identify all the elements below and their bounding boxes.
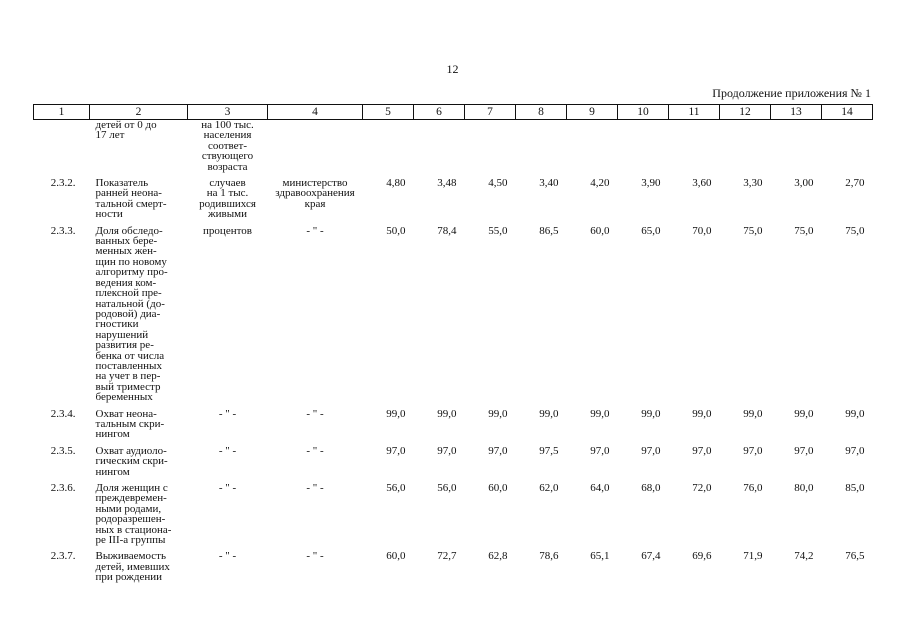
responsible-executor: - " - bbox=[306, 224, 324, 237]
value-col-11: 97,0 bbox=[692, 444, 712, 457]
indicator-code: 2.3.4. bbox=[50, 407, 76, 420]
value-col-12: 99,0 bbox=[743, 407, 763, 420]
column-header-1: 1 bbox=[34, 105, 90, 120]
table-row bbox=[34, 226, 873, 409]
value-col-9: 65,1 bbox=[590, 550, 610, 563]
value-col-11 bbox=[669, 120, 720, 179]
value-col-14: 76,5 bbox=[845, 550, 865, 563]
value-col-13: 3,00 bbox=[794, 177, 814, 190]
unit-of-measure: - " - bbox=[218, 407, 237, 420]
table-row bbox=[34, 409, 873, 446]
value-col-8 bbox=[516, 120, 567, 179]
value-col-9: 99,0 bbox=[590, 407, 610, 420]
value-col-5: 4,80 bbox=[386, 177, 406, 190]
column-header-8: 8 bbox=[516, 105, 567, 120]
value-col-7: 99,0 bbox=[488, 407, 508, 420]
column-header-5: 5 bbox=[363, 105, 414, 120]
value-col-13: 74,2 bbox=[794, 550, 814, 563]
value-col-13: 99,0 bbox=[794, 407, 814, 420]
value-col-10: 99,0 bbox=[641, 407, 661, 420]
value-col-10 bbox=[618, 120, 669, 179]
value-col-5 bbox=[363, 120, 414, 179]
value-col-13: 80,0 bbox=[794, 482, 814, 494]
unit-of-measure: - " - bbox=[218, 550, 237, 563]
value-col-10: 67,4 bbox=[641, 550, 661, 563]
value-col-7: 55,0 bbox=[488, 224, 508, 237]
indicator-name: Доля женщин с преждевремен- ными родами, родоразрешен- ных в стациона- ре III-а группы bbox=[95, 482, 172, 547]
column-header-10: 10 bbox=[618, 105, 669, 120]
value-col-7: 4,50 bbox=[488, 177, 508, 190]
responsible-executor: - " - bbox=[306, 550, 324, 563]
responsible-executor: - " - bbox=[306, 407, 324, 420]
value-col-6: 56,0 bbox=[437, 482, 457, 494]
value-col-11: 3,60 bbox=[692, 177, 712, 190]
indicator-code: 2.3.5. bbox=[50, 444, 76, 457]
unit-of-measure: процентов bbox=[203, 224, 252, 237]
appendix-continuation-label: Продолжение приложения № 1 bbox=[712, 86, 871, 100]
indicator-code bbox=[34, 120, 90, 179]
indicator-code: 2.3.7. bbox=[50, 550, 76, 563]
responsible-executor bbox=[268, 120, 363, 179]
page-number: 12 bbox=[446, 62, 459, 76]
indicator-code: 2.3.2. bbox=[50, 177, 76, 190]
value-col-5: 56,0 bbox=[386, 482, 406, 494]
value-col-5: 99,0 bbox=[386, 407, 406, 420]
value-col-8: 78,6 bbox=[539, 550, 559, 563]
value-col-8: 99,0 bbox=[539, 407, 559, 420]
value-col-11: 99,0 bbox=[692, 407, 712, 420]
indicator-name: Доля обследо- ванных бере- менных жен- щин по новому алгоритму про- ведения ком- плексной пре- натальной (до- родовой) диа- гностики нарушений развития ре- бенка от числа поставленных на учет в пер- вый триместр беременных bbox=[95, 224, 168, 404]
column-header-2: 2 bbox=[90, 105, 188, 120]
value-col-7: 62,8 bbox=[488, 550, 508, 563]
table-row bbox=[34, 178, 873, 226]
responsible-executor: - " - bbox=[306, 444, 324, 457]
value-col-11: 72,0 bbox=[692, 482, 712, 494]
column-header-9: 9 bbox=[567, 105, 618, 120]
value-col-12: 97,0 bbox=[743, 444, 763, 457]
value-col-13 bbox=[771, 120, 822, 179]
responsible-executor: - " - bbox=[306, 482, 324, 494]
value-col-10: 97,0 bbox=[641, 444, 661, 457]
column-header-12: 12 bbox=[720, 105, 771, 120]
indicators-table bbox=[33, 104, 873, 589]
value-col-9: 60,0 bbox=[590, 224, 610, 237]
unit-of-measure: - " - bbox=[218, 482, 237, 494]
column-header-7: 7 bbox=[465, 105, 516, 120]
value-col-7: 97,0 bbox=[488, 444, 508, 457]
column-header-3: 3 bbox=[188, 105, 268, 120]
indicator-name: Показатель ранней неона- тальной смерт- ности bbox=[95, 177, 167, 221]
value-col-12: 3,30 bbox=[743, 177, 763, 190]
value-col-9: 64,0 bbox=[590, 482, 610, 494]
indicator-name: Выживаемость детей, имевших при рождении bbox=[95, 550, 170, 584]
value-col-8: 97,5 bbox=[539, 444, 559, 457]
value-col-14: 97,0 bbox=[845, 444, 865, 457]
table-row bbox=[34, 120, 873, 179]
value-col-10: 68,0 bbox=[641, 482, 661, 494]
indicator-name: детей от 0 до 17 лет bbox=[95, 119, 157, 142]
value-col-8: 3,40 bbox=[539, 177, 559, 190]
indicator-name: Охват аудиоло- гическим скри- нингом bbox=[95, 444, 168, 478]
value-col-13: 97,0 bbox=[794, 444, 814, 457]
value-col-12: 75,0 bbox=[743, 224, 763, 237]
column-header-11: 11 bbox=[669, 105, 720, 120]
value-col-14: 99,0 bbox=[845, 407, 865, 420]
column-header-13: 13 bbox=[771, 105, 822, 120]
value-col-5: 97,0 bbox=[386, 444, 406, 457]
value-col-6: 78,4 bbox=[437, 224, 457, 237]
table-body bbox=[34, 120, 873, 589]
value-col-14: 75,0 bbox=[845, 224, 865, 237]
unit-of-measure: случаев на 1 тыс. родившихся живыми bbox=[199, 177, 256, 221]
value-col-12: 71,9 bbox=[743, 550, 763, 563]
value-col-10: 65,0 bbox=[641, 224, 661, 237]
table-row bbox=[34, 551, 873, 588]
value-col-14: 85,0 bbox=[845, 482, 865, 494]
indicator-code: 2.3.6. bbox=[50, 482, 76, 494]
value-col-6 bbox=[414, 120, 465, 179]
value-col-9: 97,0 bbox=[590, 444, 610, 457]
table-header-row bbox=[34, 105, 873, 120]
table-row bbox=[34, 483, 873, 551]
value-col-5: 60,0 bbox=[386, 550, 406, 563]
value-col-11: 69,6 bbox=[692, 550, 712, 563]
value-col-14: 2,70 bbox=[845, 177, 865, 190]
value-col-9 bbox=[567, 120, 618, 179]
value-col-7: 60,0 bbox=[488, 482, 508, 494]
value-col-11: 70,0 bbox=[692, 224, 712, 237]
value-col-6: 97,0 bbox=[437, 444, 457, 457]
value-col-14 bbox=[822, 120, 873, 179]
value-col-8: 62,0 bbox=[539, 482, 559, 494]
value-col-12 bbox=[720, 120, 771, 179]
value-col-6: 3,48 bbox=[437, 177, 457, 190]
column-header-14: 14 bbox=[822, 105, 873, 120]
value-col-13: 75,0 bbox=[794, 224, 814, 237]
column-header-4: 4 bbox=[268, 105, 363, 120]
column-header-6: 6 bbox=[414, 105, 465, 120]
responsible-executor: министерство здравоохранения края bbox=[275, 177, 355, 210]
value-col-8: 86,5 bbox=[539, 224, 559, 237]
value-col-6: 72,7 bbox=[437, 550, 457, 563]
value-col-6: 99,0 bbox=[437, 407, 457, 420]
value-col-5: 50,0 bbox=[386, 224, 406, 237]
value-col-12: 76,0 bbox=[743, 482, 763, 494]
value-col-9: 4,20 bbox=[590, 177, 610, 190]
indicator-code: 2.3.3. bbox=[50, 224, 76, 237]
indicator-name: Охват неона- тальным скри- нингом bbox=[95, 407, 165, 441]
unit-of-measure: на 100 тыс. населения соответ- ствующего возраста bbox=[201, 119, 254, 173]
table-row bbox=[34, 446, 873, 483]
value-col-10: 3,90 bbox=[641, 177, 661, 190]
value-col-7 bbox=[465, 120, 516, 179]
unit-of-measure: - " - bbox=[218, 444, 237, 457]
